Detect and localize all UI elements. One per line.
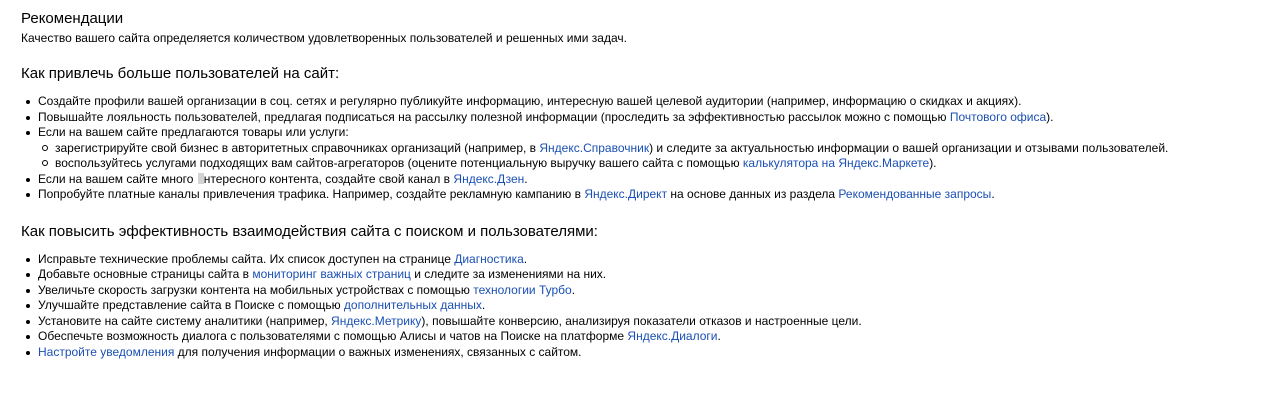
yandex-directory-link[interactable]: Яндекс.Справочник	[539, 140, 650, 155]
item-text: Попробуйте платные каналы привлечения трафика. Например, создайте рекламную кампанию в	[38, 187, 585, 201]
list-item	[21, 329, 1280, 345]
item-text: Увеличьте скорость загрузки контента на мобильных устройствах с помощью	[38, 282, 474, 297]
item-text: ).	[929, 156, 937, 170]
section-title-efficiency: Как повысить эффективность взаимодействия сайта с поиском и пользователями:	[21, 222, 598, 240]
item-text: Если на вашем сайте много	[38, 171, 197, 186]
list-item	[21, 252, 1280, 268]
item-text: и следите за изменениями на них.	[410, 267, 607, 281]
sublist-item	[38, 141, 1280, 157]
list-item	[21, 94, 1280, 110]
market-calculator-link[interactable]: калькулятора на Яндекс.Маркете	[742, 156, 930, 170]
item-text: на основе данных из раздела	[667, 187, 839, 201]
page-title: Рекомендации	[21, 10, 124, 27]
item-text: ), повышайте конверсию, анализируя показатели отказов и настроенные цели.	[421, 313, 862, 328]
item-text: .	[524, 171, 528, 186]
item-text: .	[991, 187, 995, 201]
item-text: .	[481, 298, 486, 312]
item-text: ).	[1046, 109, 1054, 124]
list-item	[21, 267, 1280, 283]
item-text: .	[523, 251, 528, 266]
sublist-item	[38, 156, 1280, 172]
notifications-settings-link[interactable]: Настройте уведомления	[38, 344, 175, 359]
important-pages-monitoring-link[interactable]: мониторинг важных страниц	[252, 267, 411, 281]
item-text: Добавьте основные страницы сайта в	[38, 267, 253, 281]
list-item	[21, 187, 1280, 203]
item-text: Создайте профили вашей организации в соц. сетях и регулярно публикуйте информацию, интересную вашей целевой аудитории (например, информацию о скидках и акциях).	[38, 94, 1022, 108]
list-item	[21, 125, 1280, 172]
additional-data-link[interactable]: дополнительных данных	[343, 298, 482, 312]
list-item	[21, 314, 1280, 330]
yandex-direct-link[interactable]: Яндекс.Директ	[584, 187, 668, 201]
attract-list	[21, 94, 1280, 203]
yandex-dialogs-link[interactable]: Яндекс.Диалоги	[627, 329, 718, 343]
yandex-zen-link[interactable]: Яндекс.Дзен	[453, 171, 525, 186]
item-text: .	[717, 329, 721, 343]
item-text: Исправьте технические проблемы сайта. Их список доступен на странице	[38, 251, 455, 266]
list-item	[21, 110, 1280, 126]
item-text: Улучшайте представление сайта в Поиске с помощью	[38, 298, 344, 312]
intro-text: Качество вашего сайта определяется количеством удовлетворенных пользователей и решенных ими задач.	[21, 31, 627, 45]
item-text: воспользуйтесь услугами подходящих вам сайтов-агрегаторов (оцените потенциальную выручку вашего сайта с помощью	[55, 156, 743, 170]
list-item	[21, 298, 1280, 314]
item-text: Если на вашем сайте предлагаются товары или услуги:	[38, 125, 349, 139]
efficiency-list	[21, 252, 1280, 361]
item-text: Обеспечьте возможность диалога с пользователями с помощью Алисы и чатов на Поиске на платформе	[38, 329, 628, 343]
item-text: нтересного контента, создайте свой канал в	[203, 171, 454, 186]
diagnostics-link[interactable]: Диагностика	[454, 251, 524, 266]
section-title-attract: Как привлечь больше пользователей на сайт:	[21, 65, 340, 82]
item-text: Повышайте лояльность пользователей, предлагая подписаться на рассылку полезной информации (проследить за эффективностью рассылок можно с помощью	[38, 109, 950, 124]
item-text: ) и следите за актуальностью информации о вашей организации и отзывами пользователей.	[649, 140, 1169, 155]
item-text: .	[571, 282, 576, 297]
goods-sublist	[38, 141, 1280, 172]
turbo-technology-link[interactable]: технологии Турбо	[473, 282, 572, 297]
yandex-metrika-link[interactable]: Яндекс.Метрику	[331, 313, 422, 328]
list-item	[21, 283, 1280, 299]
recommended-queries-link[interactable]: Рекомендованные запросы	[838, 187, 992, 201]
item-text: Установите на сайте систему аналитики (например,	[38, 313, 332, 328]
item-text: зарегистрируйте свой бизнес в авторитетных справочниках организаций (например, в	[55, 140, 540, 155]
list-item	[21, 345, 1280, 361]
mail-office-link[interactable]: Почтового офиса	[949, 109, 1047, 124]
item-text: для получения информации о важных изменениях, связанных с сайтом.	[174, 344, 582, 359]
list-item	[21, 172, 1280, 188]
